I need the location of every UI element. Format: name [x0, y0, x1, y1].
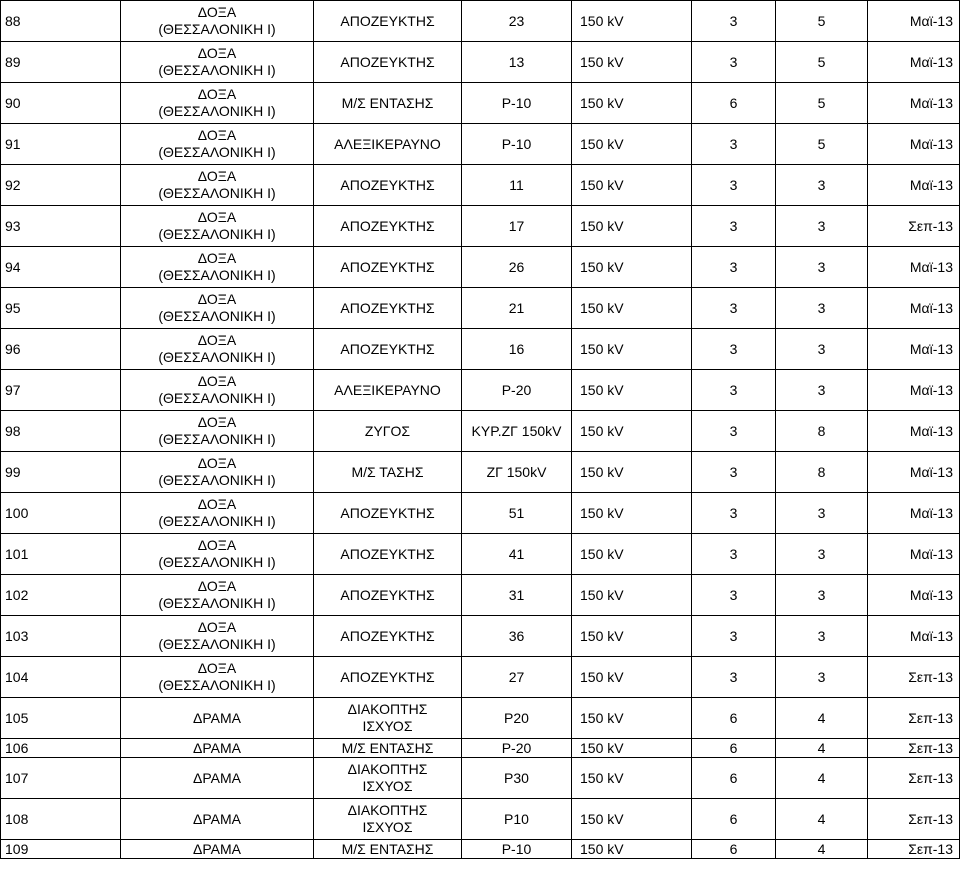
equipment-line: ΑΠΟΖΕΥΚΤΗΣ: [340, 299, 435, 316]
equipment-line: ΙΣΧΥΟΣ: [362, 718, 413, 734]
equipment-line: ΑΠΟΖΕΥΚΤΗΣ: [340, 176, 435, 193]
table-row: [1, 452, 960, 493]
equipment-line: ΑΠΟΖΕΥΚΤΗΣ: [340, 586, 435, 603]
table-row: [1, 124, 960, 165]
equipment-cell: [314, 698, 462, 739]
location-cell: [121, 206, 314, 247]
loc-line: ΔΟΞΑ: [197, 373, 237, 389]
location-cell: [121, 411, 314, 452]
location-cell: [121, 83, 314, 124]
equipment-cell: [314, 799, 462, 840]
loc-line: (ΘΕΣΣΑΛΟΝΙΚΗ Ι): [158, 677, 276, 693]
date-cell: Μαϊ-13: [868, 616, 960, 657]
table-row: [1, 247, 960, 288]
equipment-line: ΑΠΟΖΕΥΚΤΗΣ: [340, 217, 435, 234]
phases-cell: 3: [692, 329, 776, 370]
loc-line: ΔΟΞΑ: [197, 414, 237, 430]
row-number-cell: 96: [1, 329, 121, 370]
code-cell: 11: [462, 165, 572, 206]
quantity-cell: 5: [776, 83, 868, 124]
row-number-cell: 93: [1, 206, 121, 247]
loc-line: ΔΡΑΜΑ: [193, 840, 241, 857]
code-cell: P-10: [462, 83, 572, 124]
code-cell: ΚΥΡ.ΖΓ 150kV: [462, 411, 572, 452]
table-row: [1, 758, 960, 799]
table-body: [1, 1, 960, 859]
loc-line: (ΘΕΣΣΑΛΟΝΙΚΗ Ι): [158, 144, 276, 160]
table-row: [1, 165, 960, 206]
phases-cell: 3: [692, 616, 776, 657]
equipment-line: ΔΙΑΚΟΠΤΗΣ: [347, 761, 428, 777]
equipment-line: Μ/Σ ΕΝΤΑΣΗΣ: [341, 840, 434, 857]
loc-line: ΔΟΞΑ: [197, 332, 237, 348]
date-cell: Σεπ-13: [868, 758, 960, 799]
table-row: [1, 657, 960, 698]
location-cell: [121, 698, 314, 739]
date-cell: Μαϊ-13: [868, 124, 960, 165]
date-cell: Μαϊ-13: [868, 247, 960, 288]
row-number-cell: 109: [1, 840, 121, 859]
voltage-cell: 150 kV: [572, 657, 692, 698]
phases-cell: 3: [692, 534, 776, 575]
code-cell: 26: [462, 247, 572, 288]
table-row: [1, 739, 960, 758]
date-cell: Σεπ-13: [868, 799, 960, 840]
loc-line: (ΘΕΣΣΑΛΟΝΙΚΗ Ι): [158, 308, 276, 324]
loc-line: (ΘΕΣΣΑΛΟΝΙΚΗ Ι): [158, 226, 276, 242]
equipment-cell: [314, 758, 462, 799]
voltage-cell: 150 kV: [572, 616, 692, 657]
date-cell: Μαϊ-13: [868, 42, 960, 83]
location-cell: [121, 247, 314, 288]
equipment-line: ΔΙΑΚΟΠΤΗΣ: [347, 701, 428, 717]
loc-line: ΔΟΞΑ: [197, 455, 237, 471]
row-number-cell: 104: [1, 657, 121, 698]
phases-cell: 3: [692, 206, 776, 247]
loc-line: ΔΟΞΑ: [197, 209, 237, 225]
quantity-cell: 3: [776, 493, 868, 534]
loc-line: ΔΟΞΑ: [197, 537, 237, 553]
location-cell: [121, 329, 314, 370]
voltage-cell: 150 kV: [572, 840, 692, 859]
row-number-cell: 92: [1, 165, 121, 206]
row-number-cell: 95: [1, 288, 121, 329]
date-cell: Σεπ-13: [868, 206, 960, 247]
table-row: [1, 329, 960, 370]
location-cell: [121, 739, 314, 758]
code-cell: ΖΓ 150kV: [462, 452, 572, 493]
row-number-cell: 91: [1, 124, 121, 165]
row-number-cell: 90: [1, 83, 121, 124]
loc-line: (ΘΕΣΣΑΛΟΝΙΚΗ Ι): [158, 267, 276, 283]
date-cell: Σεπ-13: [868, 657, 960, 698]
quantity-cell: 4: [776, 799, 868, 840]
phases-cell: 3: [692, 1, 776, 42]
row-number-cell: 107: [1, 758, 121, 799]
voltage-cell: 150 kV: [572, 534, 692, 575]
location-cell: [121, 758, 314, 799]
voltage-cell: 150 kV: [572, 575, 692, 616]
quantity-cell: 3: [776, 329, 868, 370]
loc-line: (ΘΕΣΣΑΛΟΝΙΚΗ Ι): [158, 185, 276, 201]
code-cell: 51: [462, 493, 572, 534]
loc-line: (ΘΕΣΣΑΛΟΝΙΚΗ Ι): [158, 513, 276, 529]
phases-cell: 3: [692, 124, 776, 165]
code-cell: P10: [462, 799, 572, 840]
loc-line: ΔΟΞΑ: [197, 619, 237, 635]
phases-cell: 3: [692, 452, 776, 493]
code-cell: 36: [462, 616, 572, 657]
code-cell: 13: [462, 42, 572, 83]
quantity-cell: 3: [776, 657, 868, 698]
loc-line: ΔΟΞΑ: [197, 496, 237, 512]
equipment-line: ΑΠΟΖΕΥΚΤΗΣ: [340, 53, 435, 70]
table-row: [1, 206, 960, 247]
row-number-cell: 98: [1, 411, 121, 452]
quantity-cell: 3: [776, 616, 868, 657]
location-cell: [121, 452, 314, 493]
date-cell: Μαϊ-13: [868, 452, 960, 493]
voltage-cell: 150 kV: [572, 42, 692, 83]
phases-cell: 6: [692, 83, 776, 124]
equipment-line: ΑΠΟΖΕΥΚΤΗΣ: [340, 668, 435, 685]
table-row: [1, 1, 960, 42]
equipment-cell: [314, 329, 462, 370]
voltage-cell: 150 kV: [572, 1, 692, 42]
quantity-cell: 4: [776, 698, 868, 739]
table-row: [1, 288, 960, 329]
table-row: [1, 616, 960, 657]
phases-cell: 3: [692, 493, 776, 534]
phases-cell: 3: [692, 288, 776, 329]
date-cell: Μαϊ-13: [868, 534, 960, 575]
loc-line: ΔΟΞΑ: [197, 45, 237, 61]
table-row: [1, 493, 960, 534]
loc-line: (ΘΕΣΣΑΛΟΝΙΚΗ Ι): [158, 472, 276, 488]
location-cell: [121, 616, 314, 657]
location-cell: [121, 799, 314, 840]
loc-line: ΔΡΑΜΑ: [193, 709, 241, 726]
table-row: [1, 42, 960, 83]
table-row: [1, 840, 960, 859]
loc-line: ΔΟΞΑ: [197, 291, 237, 307]
loc-line: ΔΡΑΜΑ: [193, 810, 241, 827]
loc-line: ΔΡΑΜΑ: [193, 739, 241, 756]
loc-line: (ΘΕΣΣΑΛΟΝΙΚΗ Ι): [158, 554, 276, 570]
equipment-cell: [314, 370, 462, 411]
phases-cell: 3: [692, 165, 776, 206]
quantity-cell: 3: [776, 534, 868, 575]
code-cell: 16: [462, 329, 572, 370]
voltage-cell: 150 kV: [572, 698, 692, 739]
code-cell: P-10: [462, 124, 572, 165]
quantity-cell: 4: [776, 758, 868, 799]
equipment-line: ΑΠΟΖΕΥΚΤΗΣ: [340, 340, 435, 357]
location-cell: [121, 42, 314, 83]
voltage-cell: 150 kV: [572, 206, 692, 247]
row-number-cell: 88: [1, 1, 121, 42]
code-cell: 31: [462, 575, 572, 616]
voltage-cell: 150 kV: [572, 288, 692, 329]
voltage-cell: 150 kV: [572, 739, 692, 758]
equipment-cell: [314, 124, 462, 165]
row-number-cell: 106: [1, 739, 121, 758]
loc-line: (ΘΕΣΣΑΛΟΝΙΚΗ Ι): [158, 21, 276, 37]
quantity-cell: 3: [776, 370, 868, 411]
quantity-cell: 3: [776, 288, 868, 329]
row-number-cell: 97: [1, 370, 121, 411]
equipment-line: ΙΣΧΥΟΣ: [362, 819, 413, 835]
equipment-cell: [314, 452, 462, 493]
code-cell: P-20: [462, 370, 572, 411]
phases-cell: 3: [692, 370, 776, 411]
location-cell: [121, 165, 314, 206]
loc-line: (ΘΕΣΣΑΛΟΝΙΚΗ Ι): [158, 595, 276, 611]
equipment-line: ΔΙΑΚΟΠΤΗΣ: [347, 802, 428, 818]
loc-line: ΔΟΞΑ: [197, 578, 237, 594]
equipment-cell: [314, 42, 462, 83]
phases-cell: 6: [692, 739, 776, 758]
equipment-cell: [314, 840, 462, 859]
equipment-cell: [314, 534, 462, 575]
row-number-cell: 94: [1, 247, 121, 288]
phases-cell: 3: [692, 42, 776, 83]
code-cell: 27: [462, 657, 572, 698]
equipment-cell: [314, 493, 462, 534]
code-cell: P-20: [462, 739, 572, 758]
phases-cell: 6: [692, 758, 776, 799]
date-cell: Μαϊ-13: [868, 83, 960, 124]
equipment-cell: [314, 83, 462, 124]
table-row: [1, 411, 960, 452]
location-cell: [121, 575, 314, 616]
equipment-line: ΑΠΟΖΕΥΚΤΗΣ: [340, 504, 435, 521]
loc-line: ΔΟΞΑ: [197, 660, 237, 676]
table-row: [1, 575, 960, 616]
equipment-cell: [314, 288, 462, 329]
table-row: [1, 799, 960, 840]
date-cell: Μαϊ-13: [868, 575, 960, 616]
voltage-cell: 150 kV: [572, 493, 692, 534]
phases-cell: 6: [692, 840, 776, 859]
code-cell: P20: [462, 698, 572, 739]
phases-cell: 3: [692, 575, 776, 616]
loc-line: (ΘΕΣΣΑΛΟΝΙΚΗ Ι): [158, 390, 276, 406]
equipment-cell: [314, 575, 462, 616]
code-cell: 23: [462, 1, 572, 42]
quantity-cell: 3: [776, 575, 868, 616]
row-number-cell: 103: [1, 616, 121, 657]
date-cell: Σεπ-13: [868, 739, 960, 758]
loc-line: (ΘΕΣΣΑΛΟΝΙΚΗ Ι): [158, 431, 276, 447]
date-cell: Μαϊ-13: [868, 493, 960, 534]
location-cell: [121, 1, 314, 42]
table-row: [1, 370, 960, 411]
phases-cell: 3: [692, 247, 776, 288]
row-number-cell: 108: [1, 799, 121, 840]
quantity-cell: 5: [776, 42, 868, 83]
code-cell: 41: [462, 534, 572, 575]
loc-line: ΔΟΞΑ: [197, 168, 237, 184]
date-cell: Μαϊ-13: [868, 329, 960, 370]
equipment-cell: [314, 411, 462, 452]
equipment-line: ΑΠΟΖΕΥΚΤΗΣ: [340, 627, 435, 644]
quantity-cell: 8: [776, 411, 868, 452]
row-number-cell: 100: [1, 493, 121, 534]
phases-cell: 3: [692, 657, 776, 698]
equipment-cell: [314, 657, 462, 698]
date-cell: Μαϊ-13: [868, 165, 960, 206]
loc-line: (ΘΕΣΣΑΛΟΝΙΚΗ Ι): [158, 349, 276, 365]
table-row: [1, 83, 960, 124]
quantity-cell: 3: [776, 165, 868, 206]
row-number-cell: 105: [1, 698, 121, 739]
code-cell: 21: [462, 288, 572, 329]
equipment-line: ΖΥΓΟΣ: [364, 422, 411, 439]
row-number-cell: 102: [1, 575, 121, 616]
phases-cell: 6: [692, 698, 776, 739]
voltage-cell: 150 kV: [572, 329, 692, 370]
quantity-cell: 8: [776, 452, 868, 493]
location-cell: [121, 657, 314, 698]
loc-line: (ΘΕΣΣΑΛΟΝΙΚΗ Ι): [158, 62, 276, 78]
row-number-cell: 99: [1, 452, 121, 493]
date-cell: Μαϊ-13: [868, 1, 960, 42]
row-number-cell: 89: [1, 42, 121, 83]
equipment-cell: [314, 165, 462, 206]
equipment-line: ΙΣΧΥΟΣ: [362, 778, 413, 794]
phases-cell: 3: [692, 411, 776, 452]
location-cell: [121, 840, 314, 859]
equipment-cell: [314, 206, 462, 247]
quantity-cell: 4: [776, 840, 868, 859]
quantity-cell: 5: [776, 124, 868, 165]
voltage-cell: 150 kV: [572, 165, 692, 206]
voltage-cell: 150 kV: [572, 370, 692, 411]
equipment-cell: [314, 1, 462, 42]
date-cell: Σεπ-13: [868, 698, 960, 739]
voltage-cell: 150 kV: [572, 124, 692, 165]
equipment-line: ΑΠΟΖΕΥΚΤΗΣ: [340, 545, 435, 562]
quantity-cell: 5: [776, 1, 868, 42]
loc-line: ΔΟΞΑ: [197, 4, 237, 20]
location-cell: [121, 534, 314, 575]
equipment-line: Μ/Σ ΤΑΣΗΣ: [351, 463, 424, 480]
equipment-line: ΑΛΕΞΙΚΕΡΑΥΝΟ: [334, 135, 441, 152]
equipment-cell: [314, 616, 462, 657]
quantity-cell: 3: [776, 247, 868, 288]
phases-cell: 6: [692, 799, 776, 840]
location-cell: [121, 370, 314, 411]
voltage-cell: 150 kV: [572, 799, 692, 840]
table-row: [1, 534, 960, 575]
loc-line: (ΘΕΣΣΑΛΟΝΙΚΗ Ι): [158, 103, 276, 119]
equipment-line: ΑΠΟΖΕΥΚΤΗΣ: [340, 12, 435, 29]
voltage-cell: 150 kV: [572, 83, 692, 124]
location-cell: [121, 124, 314, 165]
location-cell: [121, 493, 314, 534]
voltage-cell: 150 kV: [572, 758, 692, 799]
voltage-cell: 150 kV: [572, 247, 692, 288]
code-cell: 17: [462, 206, 572, 247]
loc-line: ΔΡΑΜΑ: [193, 769, 241, 786]
equipment-line: Μ/Σ ΕΝΤΑΣΗΣ: [341, 94, 434, 111]
voltage-cell: 150 kV: [572, 411, 692, 452]
equipment-line: ΑΛΕΞΙΚΕΡΑΥΝΟ: [334, 381, 441, 398]
quantity-cell: 3: [776, 206, 868, 247]
row-number-cell: 101: [1, 534, 121, 575]
code-cell: P30: [462, 758, 572, 799]
location-cell: [121, 288, 314, 329]
loc-line: ΔΟΞΑ: [197, 86, 237, 102]
voltage-cell: 150 kV: [572, 452, 692, 493]
equipment-cell: [314, 247, 462, 288]
equipment-cell: [314, 739, 462, 758]
table-row: [1, 698, 960, 739]
loc-line: (ΘΕΣΣΑΛΟΝΙΚΗ Ι): [158, 636, 276, 652]
equipment-line: Μ/Σ ΕΝΤΑΣΗΣ: [341, 739, 434, 756]
equipment-line: ΑΠΟΖΕΥΚΤΗΣ: [340, 258, 435, 275]
date-cell: Μαϊ-13: [868, 370, 960, 411]
quantity-cell: 4: [776, 739, 868, 758]
date-cell: Μαϊ-13: [868, 411, 960, 452]
date-cell: Σεπ-13: [868, 840, 960, 859]
date-cell: Μαϊ-13: [868, 288, 960, 329]
loc-line: ΔΟΞΑ: [197, 127, 237, 143]
code-cell: P-10: [462, 840, 572, 859]
loc-line: ΔΟΞΑ: [197, 250, 237, 266]
